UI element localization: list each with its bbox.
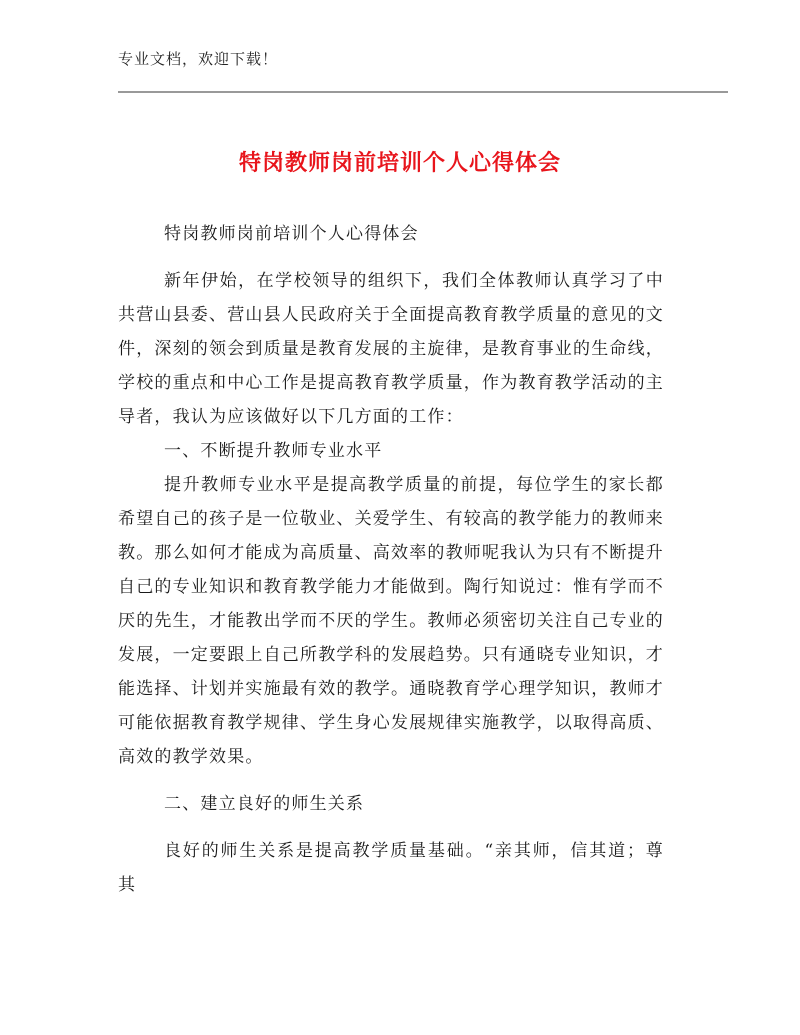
section-heading-2: 二、建立良好的师生关系 [164,794,365,814]
document-subtitle: 特岗教师岗前培训个人心得体会 [164,224,419,244]
document-title: 特岗教师岗前培训个人心得体会 [238,151,561,176]
page-header-text: 专业文档，欢迎下载！ [118,50,279,68]
section-heading-1: 一、不断提升教师专业水平 [164,441,383,461]
paragraph-section-2: 良好的师生关系是提高教学质量基础。“亲其师，信其道；尊其 [118,841,664,895]
paragraph-intro: 新年伊始，在学校领导的组织下，我们全体教师认真学习了中共营山县委、营山县人民政府关于全面提高教育教学质量的意见的文件，深刻的领会到质量是教育发展的主旋律，是教育事业的生命线，学校的重点和中心工作是提高教育教学质量，作为教育教学活动的主导者，我认为应该做好以下几方面的工作： [118,271,664,427]
document-body [118,217,664,902]
paragraph-section-1: 提升教师专业水平是提高教学质量的前提，每位学生的家长都希望自己的孩子是一位敬业、关爱学生、有较高的教学能力的教师来教。那么如何才能成为高质量、高效率的教师呢我认为只有不断提升自己的专业知识和教育教学能力才能做到。陶行知说过：惟有学而不厌的先生，才能教出学而不厌的学生。教师必须密切关注自己专业的发展，一定要跟上自己所教学科的发展趋势。只有通晓专业知识，才能选择、计划并实施最有效的教学。通晓教育学心理学知识，教师才可能依据教育教学规律、学生身心发展规律实施教学，以取得高质、高效的教学效果。 [118,475,664,767]
header-divider [118,91,728,93]
